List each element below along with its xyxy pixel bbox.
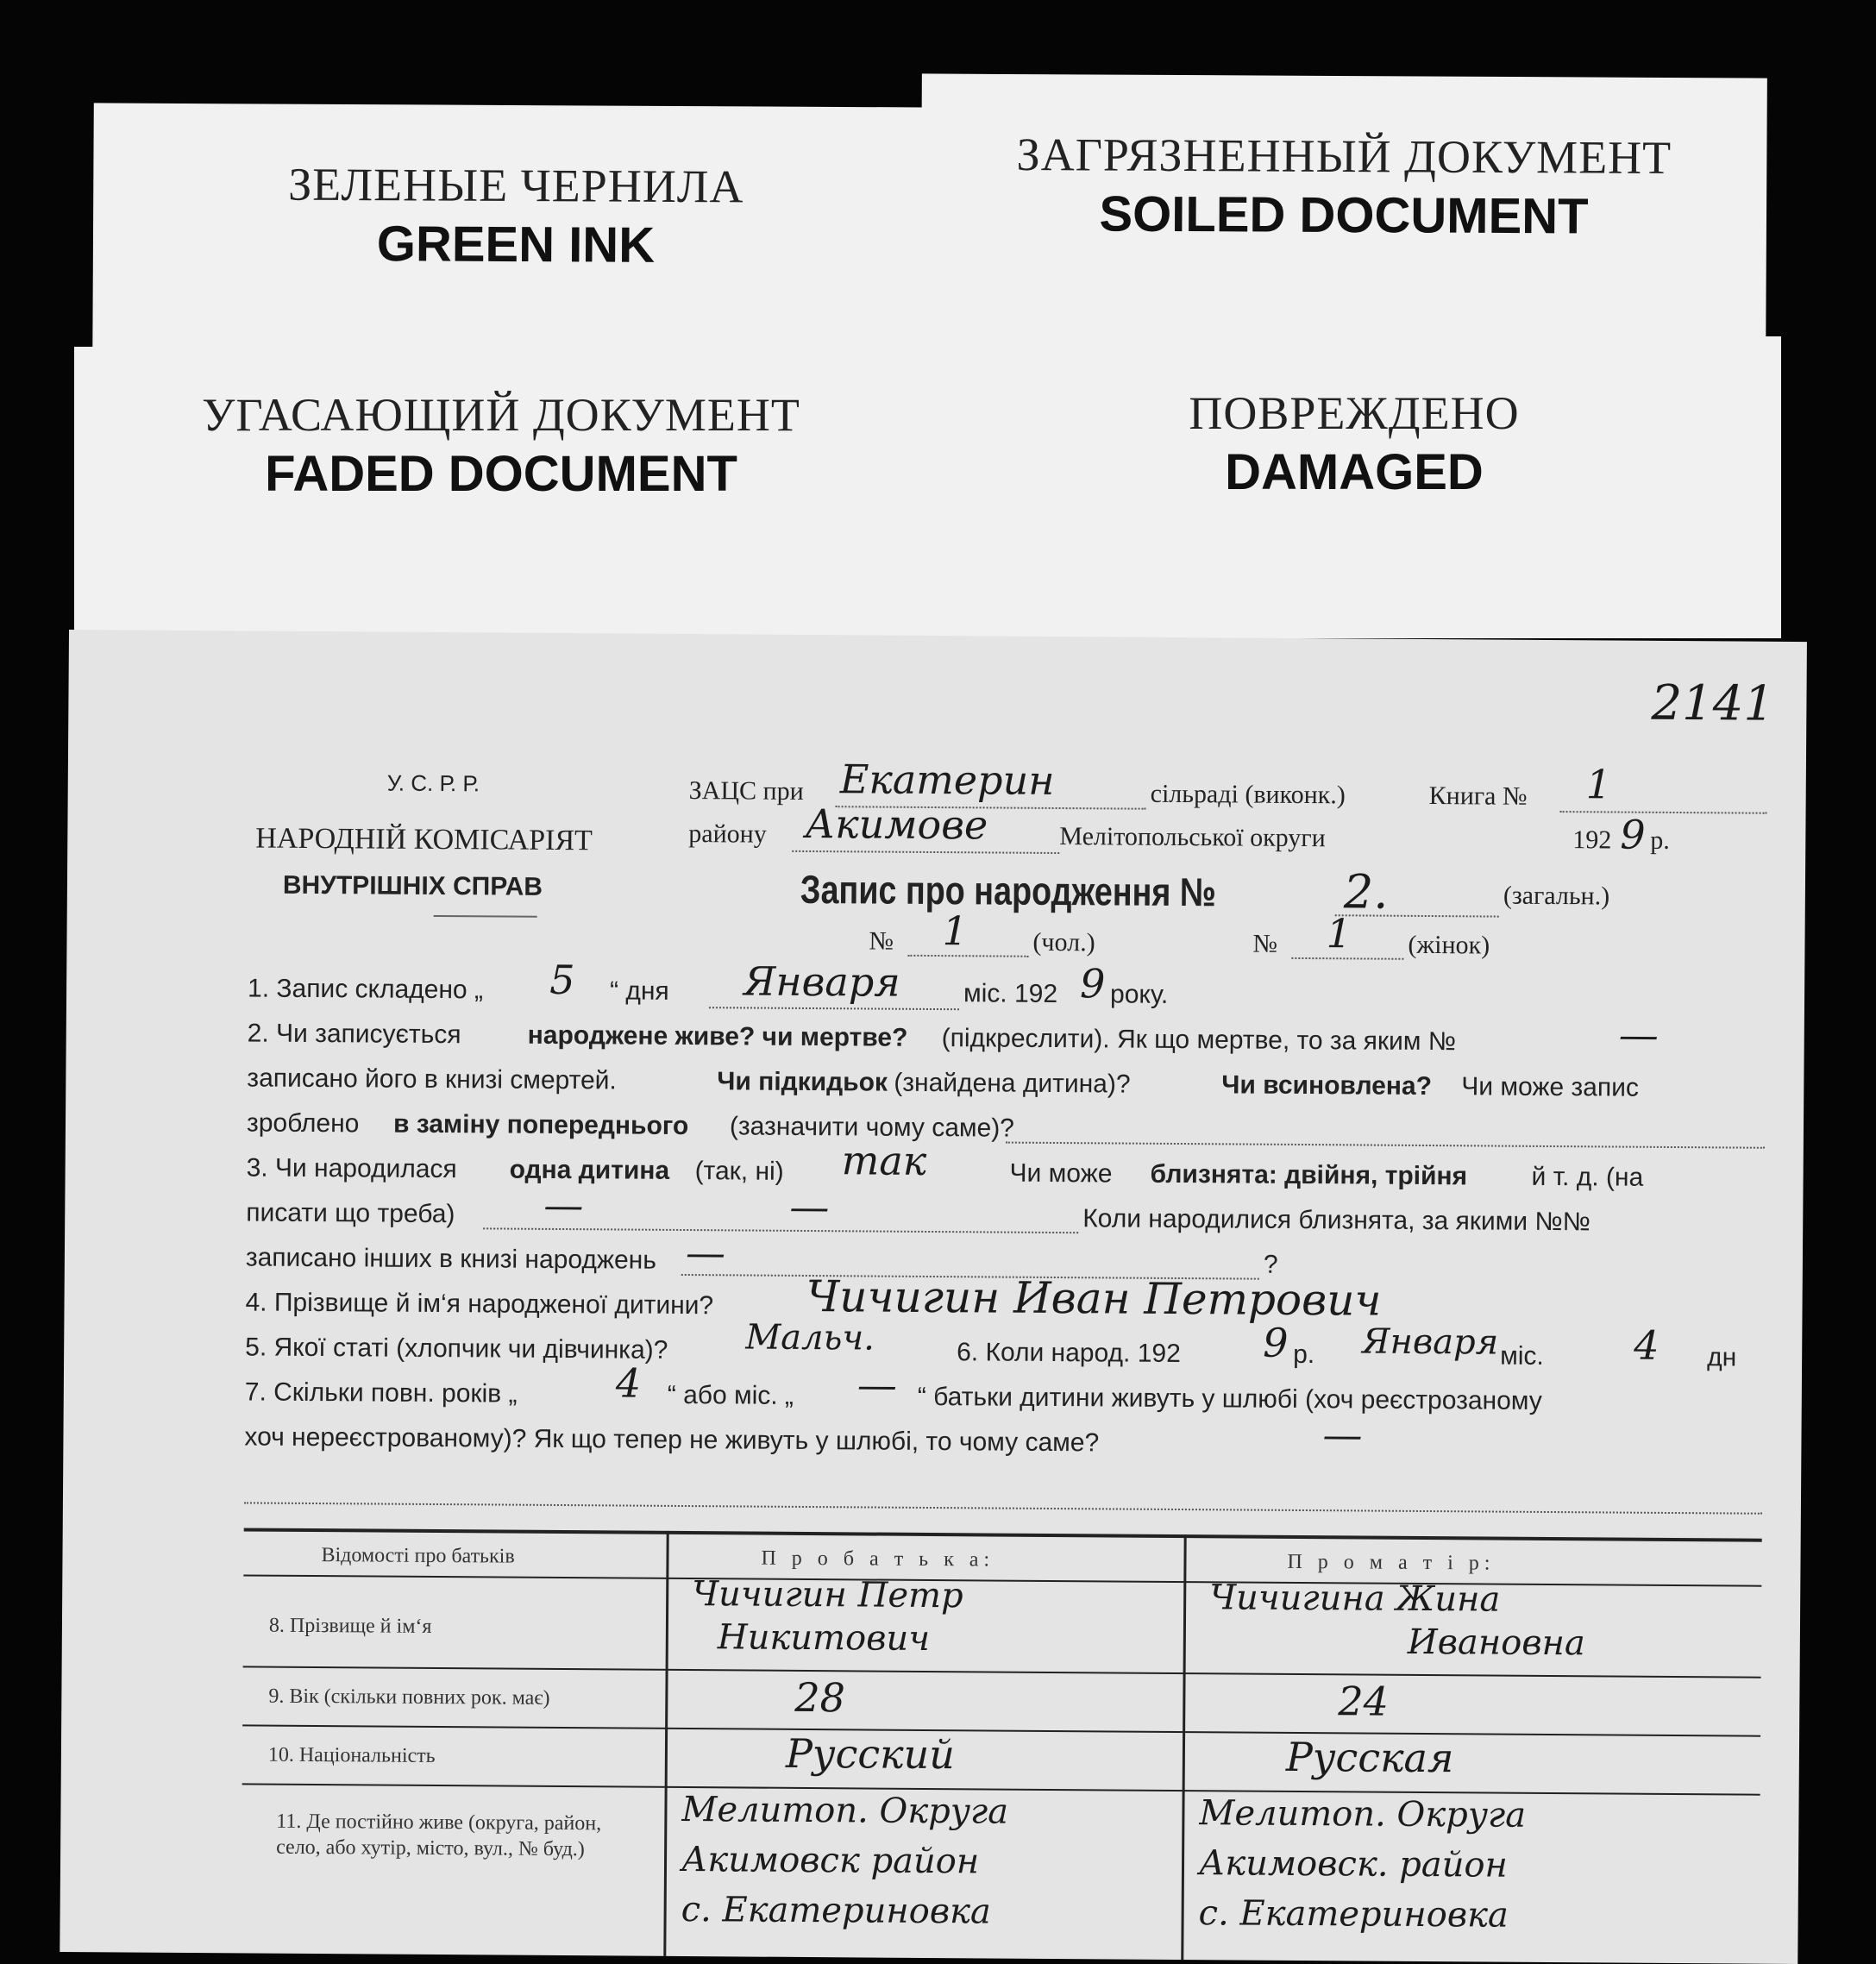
row11-father-line3: с. Екатериновка xyxy=(681,1889,991,1932)
q1-text-d: року. xyxy=(1109,980,1169,1009)
row11-label: 11. Де постійно живе (округа, район, село, або хутір, місто, вул., № буд.) xyxy=(276,1810,602,1861)
q4-value: Чичигин Иван Петрович xyxy=(806,1271,1382,1326)
year-suffix: р. xyxy=(1650,825,1670,855)
q2-line1-c: (підкреслити). Як що мертве, то за яким № xyxy=(941,1024,1457,1057)
q2-line2-b: Чи підкидьок xyxy=(717,1067,888,1097)
q6-day: 4 xyxy=(1634,1321,1660,1369)
q6-month-label: міс. xyxy=(1500,1341,1544,1371)
okrug-label: Мелітопольської округи xyxy=(1059,822,1326,853)
card-russian-text: ЗАГРЯЗНЕННЫЙ ДОКУМЕНТ xyxy=(1016,129,1672,184)
female-number-label: № xyxy=(1252,929,1278,958)
q3-line3-value: — xyxy=(685,1229,726,1277)
q7-blank-underline xyxy=(244,1502,1762,1514)
birth-record-form xyxy=(60,630,1807,1964)
rayon-label: району xyxy=(688,819,767,849)
q6-text: 6. Коли народ. 192 xyxy=(957,1338,1181,1369)
row9-label: 9. Вік (скільки повних рок. має) xyxy=(268,1685,550,1710)
q2-line1-a: 2. Чи записується xyxy=(247,1019,461,1050)
row10-mother: Русская xyxy=(1285,1733,1454,1782)
header-ussr: У. С. Р. Р. xyxy=(386,769,480,797)
q3-line2-value1: — xyxy=(543,1181,584,1229)
row10-father: Русский xyxy=(785,1729,955,1779)
female-label: (жінок) xyxy=(1408,930,1490,960)
q2-line3-a: зроблено xyxy=(246,1108,360,1139)
q2-line2-a: записано його в книзі смертей. xyxy=(247,1064,617,1095)
female-underline xyxy=(1291,957,1403,960)
table-header-info: Відомості про батьків xyxy=(321,1544,515,1568)
card-russian-text: ПОВРЕЖДЕНО xyxy=(1189,387,1520,439)
green-ink-card xyxy=(92,103,939,366)
zags-label: ЗАЦС при xyxy=(688,776,804,806)
card-english-text: SOILED DOCUMENT xyxy=(1099,185,1589,245)
q1-day: 5 xyxy=(549,956,575,1004)
q4-text: 4. Прізвище й ім‘я народженої дитини? xyxy=(245,1288,714,1321)
row11-mother-line1: Мелитоп. Округа xyxy=(1199,1793,1527,1835)
q3-line1-a: 3. Чи народилася xyxy=(246,1153,457,1184)
q2-line1-value: — xyxy=(1618,1011,1659,1058)
form-title: Запис про народження № xyxy=(800,866,1217,915)
q2-line3-c: (зазначити чому саме)? xyxy=(729,1112,1015,1143)
general-label: (загальн.) xyxy=(1503,881,1610,911)
page-number: 2141 xyxy=(1651,675,1775,732)
row11-mother-line3: с. Екатериновка xyxy=(1198,1893,1509,1936)
q3-line1-b: одна дитина xyxy=(509,1155,670,1185)
q3-line3-a: записано інших в книзі народжень xyxy=(245,1243,657,1275)
q3-line1-e: близнята: двійня, трійня xyxy=(1150,1159,1468,1191)
q3-line1-value: так xyxy=(841,1137,927,1184)
header-commissariat: НАРОДНІЙ КОМІСАРІЯТ xyxy=(255,822,593,857)
q1-month: Января xyxy=(743,957,900,1006)
card-russian-text: УГАСАЮЩИЙ ДОКУМЕНТ xyxy=(202,389,800,441)
q7-line1-c: “ батьки дитини живуть у шлюбі (хоч реєстрозаному xyxy=(917,1382,1542,1415)
male-underline xyxy=(907,955,1028,957)
row8-label: 8. Прізвище й ім‘я xyxy=(268,1614,432,1638)
year-prefix: 192 xyxy=(1572,825,1612,855)
damaged-card xyxy=(927,336,1781,638)
card-russian-text: ЗЕЛЕНЫЕ ЧЕРНИЛА xyxy=(288,158,744,213)
soiled-document-card xyxy=(920,73,1767,362)
row8-mother-line2: Ивановна xyxy=(1407,1622,1585,1664)
row11-father-line2: Акимовск район xyxy=(681,1839,980,1882)
row9-mother: 24 xyxy=(1338,1678,1390,1725)
q2-line3-b: в заміну попереднього xyxy=(392,1109,689,1141)
table-header-rule xyxy=(243,1574,1761,1586)
q7-years: 4 xyxy=(615,1359,642,1407)
table-divider-1 xyxy=(663,1531,668,1956)
row9-father: 28 xyxy=(794,1673,846,1722)
q2-line1-b: народжене живе? чи мертве? xyxy=(527,1020,908,1052)
row11-mother-line2: Акимовск. район xyxy=(1198,1843,1509,1886)
rayon-value: Акимове xyxy=(805,800,988,849)
q6-month: Января xyxy=(1362,1321,1499,1363)
q3-line1-c: (так, ні) xyxy=(694,1157,784,1186)
row8-father-line1: Чичигин Петр xyxy=(692,1574,963,1616)
q3-line2-underline xyxy=(483,1227,1078,1233)
table-header-mother: П р о м а т і р: xyxy=(1287,1550,1496,1575)
male-number: 1 xyxy=(942,907,969,955)
q1-month-underline xyxy=(709,1007,959,1010)
rayon-underline xyxy=(792,850,1059,854)
q2-line2-c: (знайдена дитина)? xyxy=(894,1068,1131,1099)
q6-year-suffix: р. xyxy=(1293,1340,1315,1370)
q2-line3-underline xyxy=(1006,1142,1765,1149)
q5-text: 5. Якої статі (хлопчик чи дівчинка)? xyxy=(245,1333,668,1365)
card-english-text: GREEN INK xyxy=(376,216,656,273)
faded-document-card xyxy=(74,347,928,640)
row9-rule xyxy=(242,1724,1760,1736)
book-label: Книга № xyxy=(1428,781,1528,811)
zags-value: Екатерин xyxy=(839,756,1055,804)
q3-line2-value2: — xyxy=(789,1183,830,1231)
q3-line3-b: ? xyxy=(1263,1250,1278,1279)
row8-mother-line1: Чичигина Жина xyxy=(1209,1578,1501,1620)
header-internal-affairs: ВНУТРІШНІХ СПРАВ xyxy=(282,870,543,901)
book-value: 1 xyxy=(1585,761,1612,808)
table-top-rule xyxy=(244,1528,1762,1541)
card-english-text: DAMAGED xyxy=(1225,444,1484,500)
q7-line1-b: “ або міс. „ xyxy=(667,1380,794,1410)
row8-rule xyxy=(243,1666,1761,1678)
table-divider-2 xyxy=(1181,1534,1186,1960)
q3-line1-d: Чи може xyxy=(1009,1158,1113,1189)
book-underline xyxy=(1560,811,1767,814)
header-divider xyxy=(434,915,537,918)
q5-value: Мальч. xyxy=(745,1317,875,1358)
q3-line2-b: Коли народилися близнята, за якими №№ xyxy=(1082,1204,1591,1237)
table-header-father: П р о б а т ь к а: xyxy=(761,1547,995,1572)
q3-line1-f: й т. д. (на xyxy=(1531,1162,1644,1192)
q2-line2-d: Чи всиновлена? xyxy=(1221,1070,1433,1101)
male-label: (чол.) xyxy=(1032,927,1095,957)
male-number-label: № xyxy=(869,926,894,956)
card-english-text: FADED DOCUMENT xyxy=(265,446,737,502)
q3-line2-a: писати що треба) xyxy=(246,1198,455,1229)
q1-year: 9 xyxy=(1079,960,1106,1007)
row10-label: 10. Національність xyxy=(267,1743,436,1767)
q6-day-label: дн xyxy=(1707,1343,1737,1372)
year-value: 9 xyxy=(1620,811,1646,858)
q7-line2-value: — xyxy=(1322,1411,1363,1459)
row8-father-line2: Никитович xyxy=(717,1617,931,1659)
q7-line2-a: хоч нереєстрованому)? Як що тепер не живуть у шлюбі, то чому саме? xyxy=(244,1422,1100,1458)
q7-months: — xyxy=(856,1361,898,1409)
q1-text-c: міс. 192 xyxy=(963,979,1058,1009)
female-number: 1 xyxy=(1326,910,1352,957)
row11-father-line1: Мелитоп. Округа xyxy=(681,1789,1009,1832)
q1-text-a: 1. Запис складено „ xyxy=(247,974,484,1005)
q2-line2-e: Чи може запис xyxy=(1461,1072,1640,1102)
q7-line1-a: 7. Скільки повн. років „ xyxy=(244,1377,518,1409)
silradi-label: сільраді (виконк.) xyxy=(1150,779,1346,810)
q1-text-b: “ дня xyxy=(609,976,669,1006)
record-number: 2. xyxy=(1343,864,1389,919)
q6-year: 9 xyxy=(1263,1319,1289,1366)
